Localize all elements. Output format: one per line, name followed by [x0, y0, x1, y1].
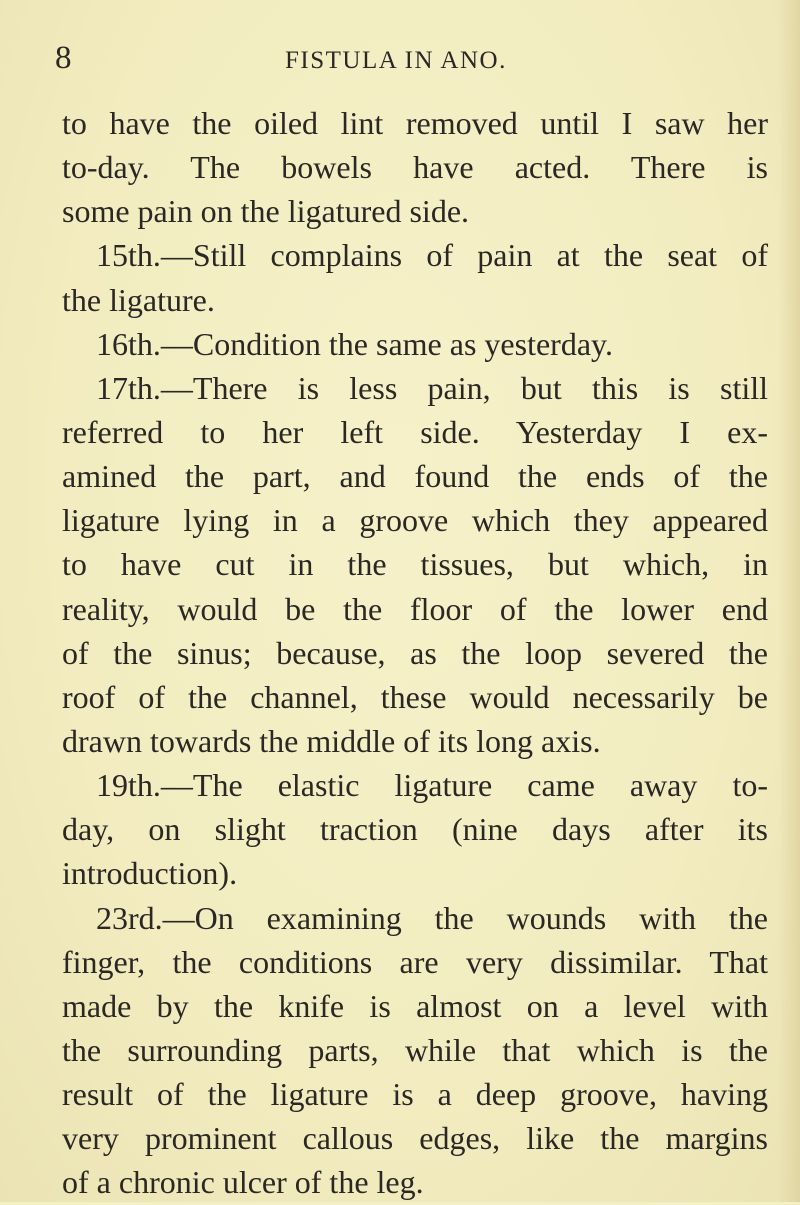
running-head: FISTULA IN ANO. [285, 47, 507, 74]
text-line: day, on slight traction (nine days after its [62, 811, 768, 848]
text-line: 23rd.—On examining the wounds with the [96, 899, 768, 936]
body-text [62, 101, 768, 1205]
page-number: 8 [55, 40, 72, 76]
text-line: drawn towards the middle of its long axis. [62, 722, 601, 759]
text-line: 16th.—Condition the same as yesterday. [96, 325, 613, 362]
text-line: the surrounding parts, while that which is the [62, 1031, 768, 1068]
text-line: referred to her left side. Yesterday I ex- [62, 413, 768, 450]
text-line: roof of the channel, these would necessarily be [62, 678, 768, 715]
text-line: some pain on the ligatured side. [62, 193, 470, 230]
text-line: introduction). [62, 855, 238, 892]
text-line: to have cut in the tissues, but which, in [62, 546, 768, 583]
text-line: amined the part, and found the ends of the [62, 458, 768, 495]
text-line: 17th.—There is less pain, but this is still [96, 369, 768, 406]
text-line: to have the oiled lint removed until I saw her [62, 105, 768, 141]
text-line: result of the ligature is a deep groove, having [62, 1076, 768, 1113]
text-line: ligature lying in a groove which they appeared [62, 502, 768, 539]
text-line: 19th.—The elastic ligature came away to- [96, 767, 768, 804]
text-line: 15th.—Still complains of pain at the seat of [96, 237, 768, 274]
text-line: made by the knife is almost on a level with [62, 987, 768, 1024]
page-edge-shadow [778, 0, 800, 1202]
text-line: very prominent callous edges, like the margins [62, 1120, 768, 1157]
text-line: the ligature. [62, 281, 215, 318]
text-line: to-day. The bowels have acted. There is [62, 149, 768, 186]
text-line: of the sinus; because, as the loop severed the [62, 634, 768, 671]
text-line: of a chronic ulcer of the leg. [62, 1164, 424, 1201]
text-line: reality, would be the floor of the lower end [62, 590, 768, 627]
page-header [0, 38, 800, 82]
text-line: finger, the conditions are very dissimilar. That [62, 943, 768, 980]
